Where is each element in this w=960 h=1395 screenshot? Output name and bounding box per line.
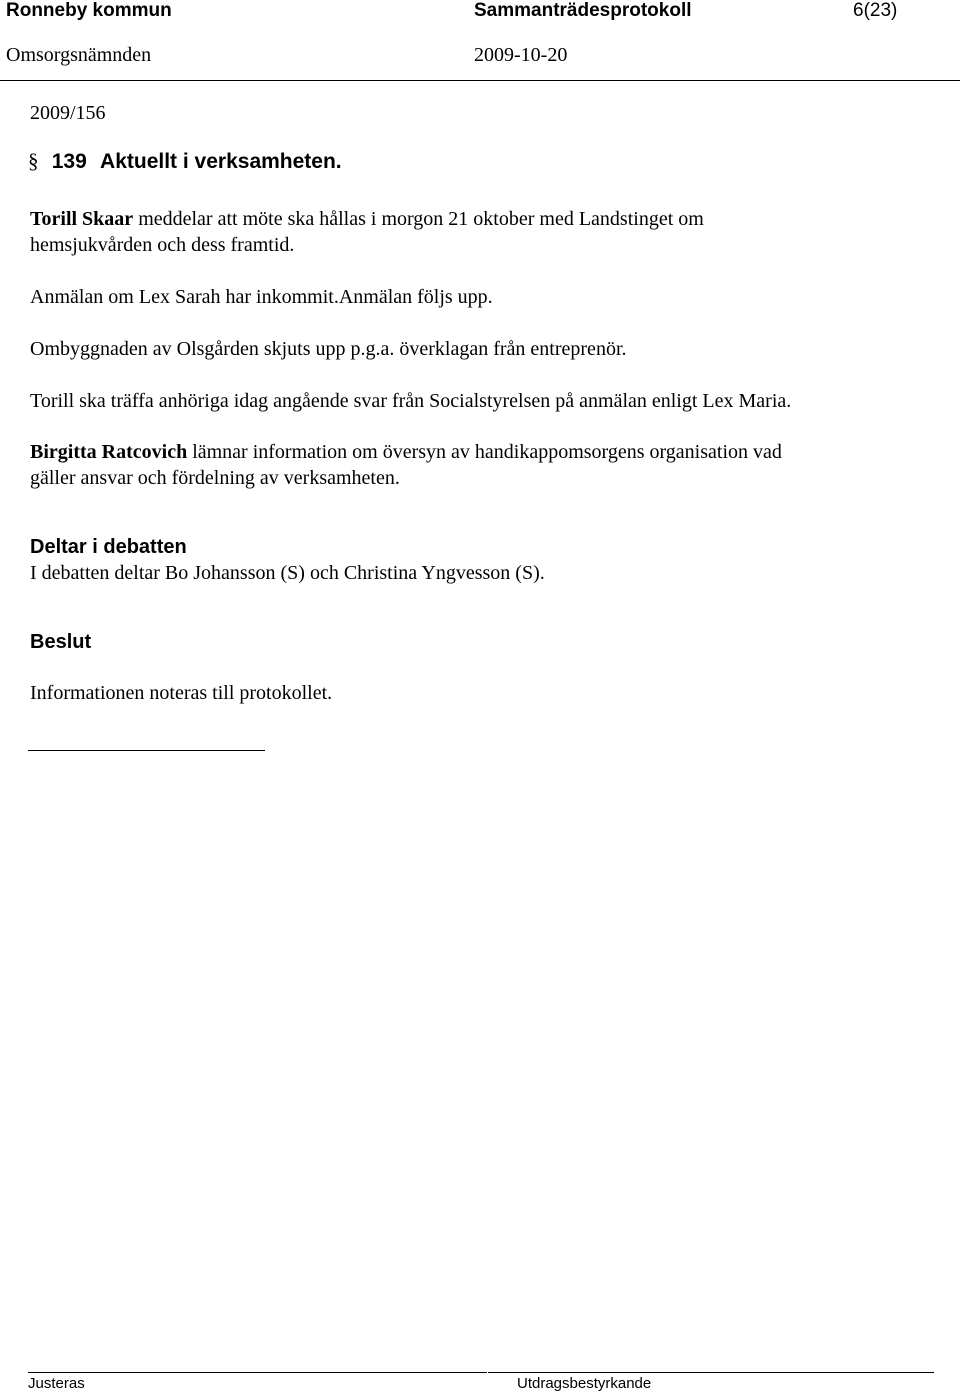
document-type: Sammanträdesprotokoll [474, 0, 692, 21]
paragraph-2: Anmälan om Lex Sarah har inkommit.Anmälan följs upp. [30, 286, 493, 308]
signature-line-right [488, 1372, 934, 1373]
footer-justeras: Justeras [28, 1375, 85, 1392]
section-symbol: § [28, 149, 39, 173]
meeting-date: 2009-10-20 [474, 44, 568, 66]
section-number: 139 [51, 150, 87, 173]
speaker-name: Birgitta Ratcovich [30, 441, 188, 463]
debate-heading: Deltar i debatten [30, 536, 187, 558]
municipality-name: Ronneby kommun [6, 0, 172, 21]
paragraph-5-line-2: gäller ansvar och fördelning av verksamheten. [30, 467, 400, 489]
decision-heading: Beslut [30, 631, 92, 653]
paragraph-1-line-1 [30, 206, 704, 232]
paragraph-5-text: lämnar information om översyn av handikappomsorgens organisation vad [187, 441, 782, 463]
signature-line-left [28, 1372, 487, 1373]
speaker-name: Torill Skaar [30, 208, 134, 230]
separator-line [28, 750, 265, 751]
debate-text: I debatten deltar Bo Johansson (S) och Christina Yngvesson (S). [30, 562, 545, 584]
paragraph-1-text: meddelar att möte ska hållas i morgon 21 oktober med Landstinget om [133, 208, 704, 230]
paragraph-4: Torill ska träffa anhöriga idag angående svar från Socialstyrelsen på anmälan enligt Lex Maria. [30, 390, 792, 412]
board-name: Omsorgsnämnden [6, 44, 152, 66]
page-number: 6(23) [853, 0, 898, 21]
case-number: 2009/156 [30, 102, 106, 124]
paragraph-5-line-1 [30, 439, 782, 465]
paragraph-3: Ombyggnaden av Olsgården skjuts upp p.g.a. överklagan från entreprenör. [30, 338, 627, 360]
header-rule [0, 80, 960, 81]
section-title: Aktuellt i verksamheten. [100, 150, 342, 173]
footer-utdragsbestyrkande: Utdragsbestyrkande [517, 1375, 652, 1392]
decision-text: Informationen noteras till protokollet. [30, 682, 333, 704]
paragraph-1-line-2: hemsjukvården och dess framtid. [30, 234, 295, 256]
section-heading [28, 148, 342, 175]
